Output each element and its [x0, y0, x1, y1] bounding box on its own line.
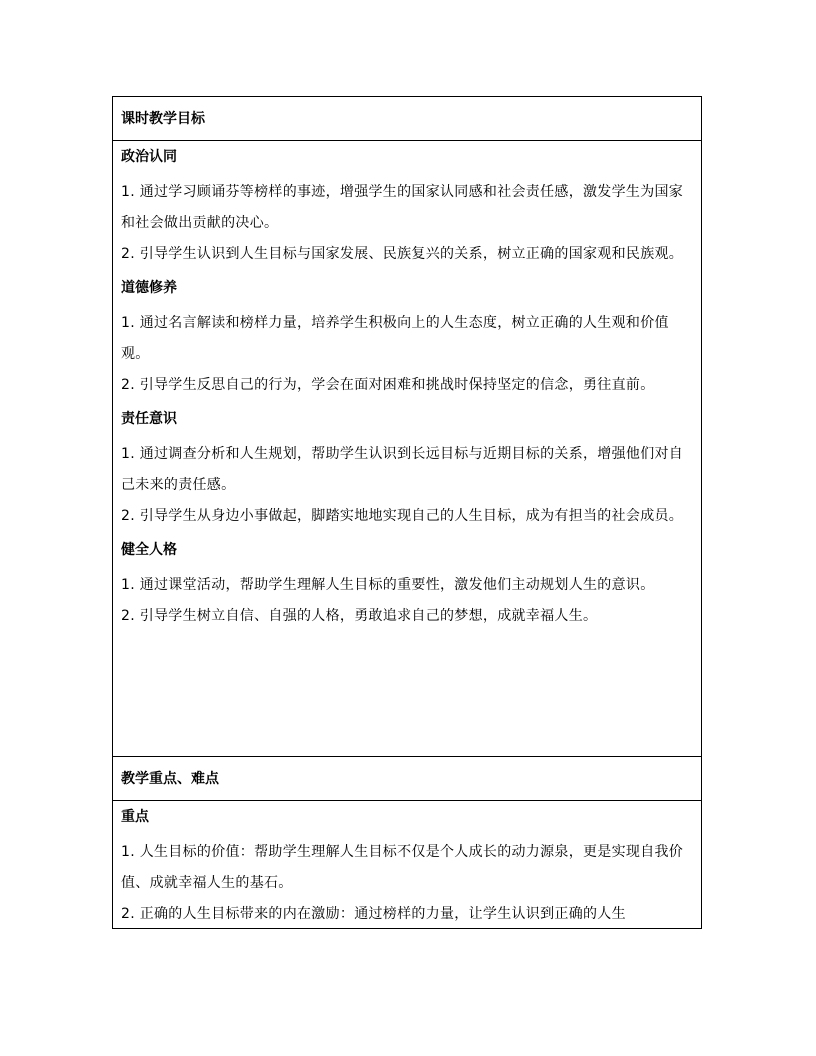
- section-title: 课时教学目标: [121, 110, 205, 127]
- list-item: 2. 引导学生从身边小事做起，脚踏实地地实现自己的人生目标，成为有担当的社会成员。: [121, 508, 684, 524]
- objective-group-sound-personality: [121, 540, 691, 632]
- section-body-key-points: [113, 801, 701, 972]
- list-item: 1. 通过课堂活动，帮助学生理解人生目标的重要性，激发他们主动规划人生的意识。: [121, 577, 655, 593]
- group-title: 政治认同: [121, 149, 177, 165]
- group-title: 道德修养: [121, 280, 177, 296]
- group-title: 重点: [121, 809, 149, 825]
- lesson-plan-table: [112, 96, 702, 929]
- section-header-objectives: [113, 97, 701, 141]
- list-item: 2. 正确的人生目标带来的内在激励：通过榜样的力量，让学生认识到正确的人生: [121, 906, 626, 922]
- list-item: 2. 引导学生认识到人生目标与国家发展、民族复兴的关系，树立正确的国家观和民族观。: [121, 246, 684, 262]
- group-title: 健全人格: [121, 542, 177, 558]
- list-item: 1. 人生目标的价值：帮助学生理解人生目标不仅是个人成长的动力源泉，更是实现自我价值、成就幸福人生的基石。: [121, 844, 684, 891]
- objective-group-political-identity: [121, 147, 691, 270]
- key-points-group: [121, 807, 691, 930]
- list-item: 1. 通过学习顾诵芬等榜样的事迹，增强学生的国家认同感和社会责任感，激发学生为国家和社会做出贡献的决心。: [121, 184, 684, 231]
- section-header-key-points: [113, 757, 701, 801]
- section-body-objectives: [113, 141, 701, 757]
- group-title: 责任意识: [121, 411, 177, 427]
- list-item: 1. 通过名言解读和榜样力量，培养学生积极向上的人生态度，树立正确的人生观和价值观。: [121, 315, 669, 362]
- section-title: 教学重点、难点: [121, 770, 219, 787]
- list-item: 1. 通过调查分析和人生规划，帮助学生认识到长远目标与近期目标的关系，增强他们对自己未来的责任感。: [121, 446, 684, 493]
- objective-group-responsibility: [121, 409, 691, 532]
- objective-group-moral-cultivation: [121, 278, 691, 401]
- list-item: 2. 引导学生树立自信、自强的人格，勇敢追求自己的梦想，成就幸福人生。: [121, 608, 598, 624]
- list-item: 2. 引导学生反思自己的行为，学会在面对困难和挑战时保持坚定的信念，勇往直前。: [121, 377, 655, 393]
